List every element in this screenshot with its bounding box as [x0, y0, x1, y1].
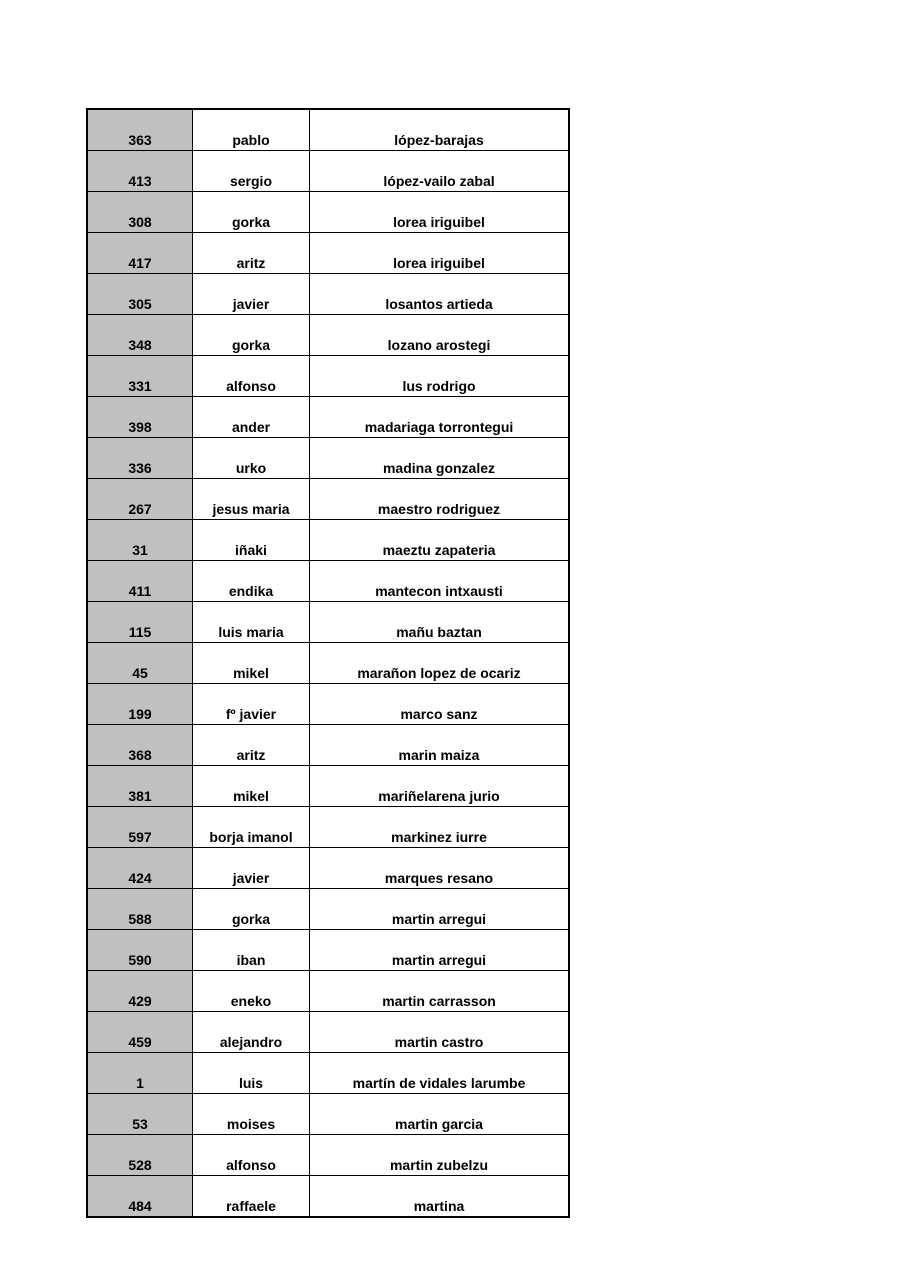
first-name-cell: alfonso — [193, 1135, 310, 1176]
first-name-cell: raffaele — [193, 1176, 310, 1218]
surname-cell: mañu baztan — [310, 602, 570, 643]
first-name-cell: sergio — [193, 151, 310, 192]
surname-cell: martin carrasson — [310, 971, 570, 1012]
first-name-cell: jesus maria — [193, 479, 310, 520]
first-name-cell: luis — [193, 1053, 310, 1094]
table-row — [87, 807, 569, 848]
table-row — [87, 192, 569, 233]
table-row — [87, 766, 569, 807]
table-row — [87, 889, 569, 930]
roster-body — [87, 109, 569, 1217]
first-name-cell: mikel — [193, 766, 310, 807]
first-name-cell: aritz — [193, 725, 310, 766]
member-number-cell: 267 — [87, 479, 193, 520]
table-row — [87, 561, 569, 602]
first-name-cell: iñaki — [193, 520, 310, 561]
member-number-cell: 411 — [87, 561, 193, 602]
table-row — [87, 479, 569, 520]
member-number-cell: 588 — [87, 889, 193, 930]
member-number-cell: 424 — [87, 848, 193, 889]
table-row — [87, 725, 569, 766]
table-row — [87, 930, 569, 971]
surname-cell: martina — [310, 1176, 570, 1218]
surname-cell: marin maiza — [310, 725, 570, 766]
first-name-cell: endika — [193, 561, 310, 602]
surname-cell: martin castro — [310, 1012, 570, 1053]
first-name-cell: borja imanol — [193, 807, 310, 848]
table-row — [87, 233, 569, 274]
table-row — [87, 274, 569, 315]
first-name-cell: moises — [193, 1094, 310, 1135]
member-number-cell: 381 — [87, 766, 193, 807]
table-row — [87, 315, 569, 356]
table-row — [87, 1053, 569, 1094]
surname-cell: mariñelarena jurio — [310, 766, 570, 807]
surname-cell: lópez-vailo zabal — [310, 151, 570, 192]
surname-cell: madina gonzalez — [310, 438, 570, 479]
member-number-cell: 528 — [87, 1135, 193, 1176]
table-row — [87, 1012, 569, 1053]
first-name-cell: mikel — [193, 643, 310, 684]
first-name-cell: iban — [193, 930, 310, 971]
roster-table — [86, 108, 570, 1218]
member-number-cell: 597 — [87, 807, 193, 848]
member-number-cell: 1 — [87, 1053, 193, 1094]
member-number-cell: 417 — [87, 233, 193, 274]
surname-cell: mantecon intxausti — [310, 561, 570, 602]
table-row — [87, 684, 569, 725]
first-name-cell: pablo — [193, 109, 310, 151]
surname-cell: marco sanz — [310, 684, 570, 725]
surname-cell: lópez-barajas — [310, 109, 570, 151]
table-row — [87, 602, 569, 643]
member-number-cell: 484 — [87, 1176, 193, 1218]
surname-cell: lorea iriguibel — [310, 192, 570, 233]
first-name-cell: eneko — [193, 971, 310, 1012]
surname-cell: marques resano — [310, 848, 570, 889]
table-row — [87, 438, 569, 479]
surname-cell: maeztu zapateria — [310, 520, 570, 561]
first-name-cell: alfonso — [193, 356, 310, 397]
member-number-cell: 45 — [87, 643, 193, 684]
member-number-cell: 398 — [87, 397, 193, 438]
surname-cell: lorea iriguibel — [310, 233, 570, 274]
surname-cell: martín de vidales larumbe — [310, 1053, 570, 1094]
table-row — [87, 643, 569, 684]
first-name-cell: javier — [193, 274, 310, 315]
surname-cell: martin arregui — [310, 889, 570, 930]
first-name-cell: alejandro — [193, 1012, 310, 1053]
first-name-cell: gorka — [193, 192, 310, 233]
surname-cell: lus rodrigo — [310, 356, 570, 397]
member-number-cell: 305 — [87, 274, 193, 315]
table-row — [87, 109, 569, 151]
member-number-cell: 459 — [87, 1012, 193, 1053]
surname-cell: lozano arostegi — [310, 315, 570, 356]
member-number-cell: 590 — [87, 930, 193, 971]
first-name-cell: aritz — [193, 233, 310, 274]
member-number-cell: 429 — [87, 971, 193, 1012]
first-name-cell: gorka — [193, 889, 310, 930]
table-row — [87, 356, 569, 397]
first-name-cell: fº javier — [193, 684, 310, 725]
surname-cell: martin garcia — [310, 1094, 570, 1135]
table-row — [87, 1176, 569, 1218]
member-number-cell: 336 — [87, 438, 193, 479]
member-number-cell: 199 — [87, 684, 193, 725]
first-name-cell: ander — [193, 397, 310, 438]
first-name-cell: urko — [193, 438, 310, 479]
surname-cell: markinez iurre — [310, 807, 570, 848]
table-row — [87, 971, 569, 1012]
surname-cell: martin arregui — [310, 930, 570, 971]
surname-cell: marañon lopez de ocariz — [310, 643, 570, 684]
table-row — [87, 151, 569, 192]
table-row — [87, 1094, 569, 1135]
surname-cell: martin zubelzu — [310, 1135, 570, 1176]
member-number-cell: 368 — [87, 725, 193, 766]
member-number-cell: 413 — [87, 151, 193, 192]
first-name-cell: luis maria — [193, 602, 310, 643]
member-number-cell: 348 — [87, 315, 193, 356]
member-number-cell: 308 — [87, 192, 193, 233]
surname-cell: losantos artieda — [310, 274, 570, 315]
member-number-cell: 363 — [87, 109, 193, 151]
table-row — [87, 1135, 569, 1176]
first-name-cell: javier — [193, 848, 310, 889]
first-name-cell: gorka — [193, 315, 310, 356]
member-number-cell: 31 — [87, 520, 193, 561]
table-row — [87, 520, 569, 561]
member-number-cell: 53 — [87, 1094, 193, 1135]
surname-cell: maestro rodriguez — [310, 479, 570, 520]
table-row — [87, 397, 569, 438]
member-number-cell: 115 — [87, 602, 193, 643]
member-number-cell: 331 — [87, 356, 193, 397]
surname-cell: madariaga torrontegui — [310, 397, 570, 438]
table-row — [87, 848, 569, 889]
